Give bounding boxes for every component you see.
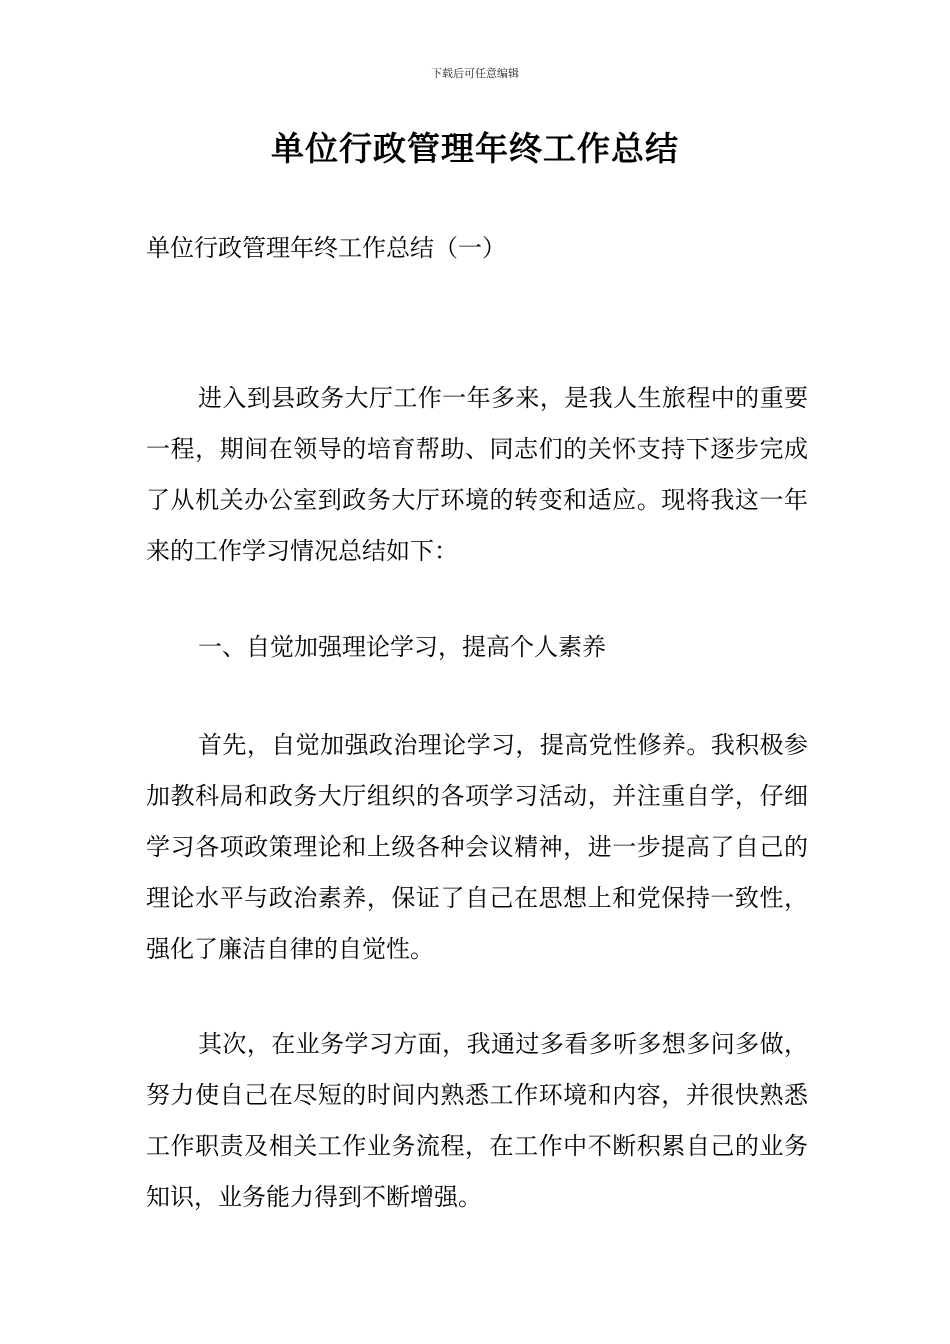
section-heading-1: 一、自觉加强理论学习，提高个人素养 bbox=[198, 633, 606, 661]
document-subtitle: 单位行政管理年终工作总结（一） bbox=[146, 234, 506, 262]
paragraph-intro: 进入到县政务大厅工作一年多来，是我人生旅程中的重要一程，期间在领导的培育帮助、同志们的关怀支持下逐步完成了从机关办公室到政务大厅环境的转变和适应。现将我这一年来的工作学习情况总结如下： bbox=[146, 384, 808, 565]
paragraph-first: 首先，自觉加强政治理论学习，提高党性修养。我积极参加教科局和政务大厅组织的各项学习活动，并注重自学，仔细学习各项政策理论和上级各种会议精神，进一步提高了自己的理论水平与政治素养，保证了自己在思想上和党保持一致性，强化了廉洁自律的自觉性。 bbox=[146, 731, 808, 963]
header-note: 下载后可任意编辑 bbox=[431, 67, 519, 80]
paragraph-second: 其次，在业务学习方面，我通过多看多听多想多问多做，努力使自己在尽短的时间内熟悉工作环境和内容，并很快熟悉工作职责及相关工作业务流程，在工作中不断积累自己的业务知识，业务能力得到不断增强。 bbox=[146, 1030, 808, 1211]
document-title: 单位行政管理年终工作总结 bbox=[271, 129, 679, 168]
